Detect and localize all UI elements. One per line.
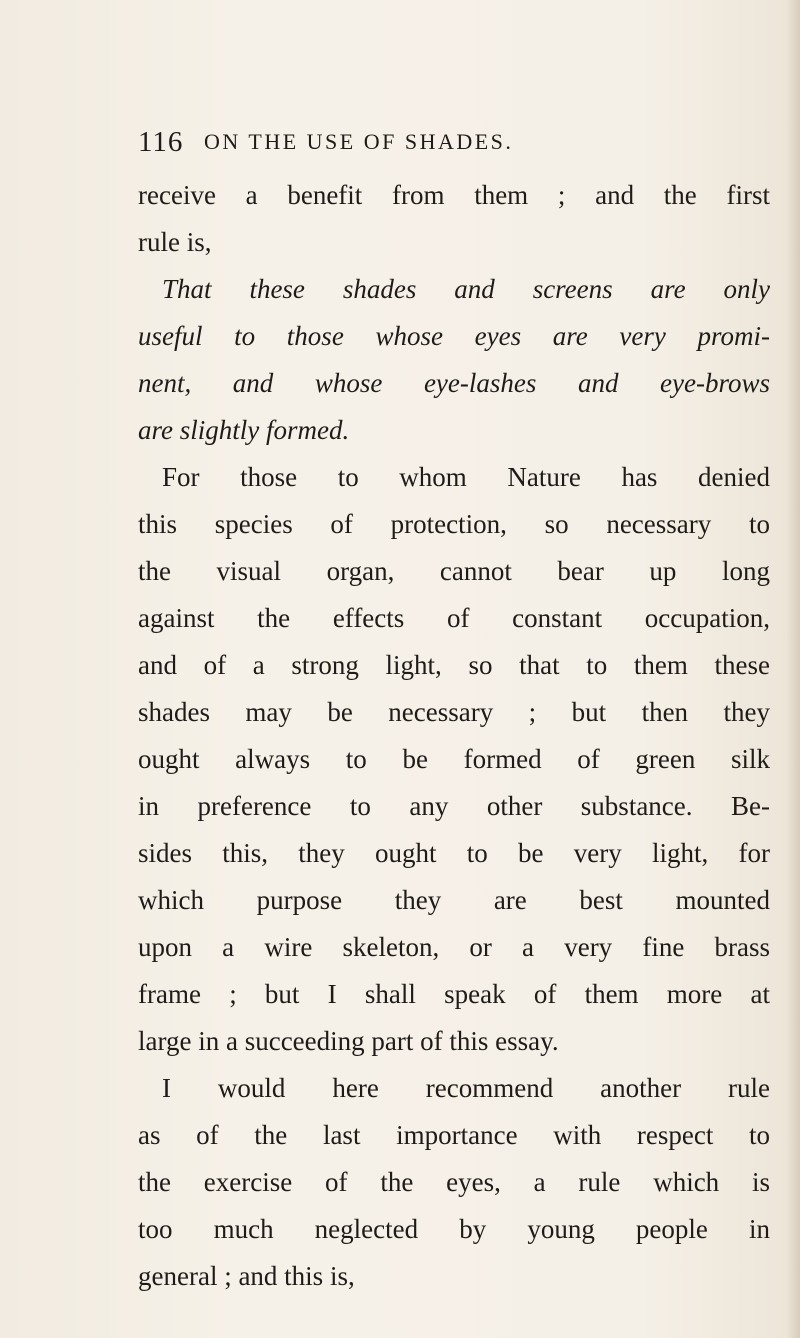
text-line: and of a strong light, so that to them these xyxy=(138,650,770,680)
text-line: rule is, xyxy=(138,227,212,257)
text-line: the visual organ, cannot bear up long xyxy=(138,556,770,586)
text-line: shades may be necessary ; but then they xyxy=(138,697,770,727)
text-line: upon a wire skeleton, or a very fine brass xyxy=(138,932,770,962)
text-line: the exercise of the eyes, a rule which is xyxy=(138,1167,770,1197)
text-line: receive a benefit from them ; and the first xyxy=(138,180,770,210)
page-edge-shadow xyxy=(786,0,800,1338)
body-text xyxy=(138,172,770,1300)
text-line: I would here recommend another rule xyxy=(162,1073,770,1103)
text-line: For those to whom Nature has denied xyxy=(162,462,770,492)
text-line: frame ; but I shall speak of them more at xyxy=(138,979,770,1009)
rule-text-line: useful to those whose eyes are very promi- xyxy=(138,321,770,351)
rule-text-line: That these shades and screens are only xyxy=(162,274,770,304)
rule-text-line: nent, and whose eye-lashes and eye-brows xyxy=(138,368,770,398)
running-head: ON THE USE OF SHADES. xyxy=(204,129,514,154)
text-line: too much neglected by young people in xyxy=(138,1214,770,1244)
rule-text-line: are slightly formed. xyxy=(138,415,350,445)
page-number: 116 xyxy=(138,126,184,158)
text-line: sides this, they ought to be very light, for xyxy=(138,838,770,868)
text-line: this species of protection, so necessary to xyxy=(138,509,770,539)
text-line: ought always to be formed of green silk xyxy=(138,744,770,774)
text-line: in preference to any other substance. Be- xyxy=(138,791,770,821)
text-line: which purpose they are best mounted xyxy=(138,885,770,915)
page-header xyxy=(138,122,778,162)
text-line: as of the last importance with respect to xyxy=(138,1120,770,1150)
text-line: general ; and this is, xyxy=(138,1261,355,1291)
text-line: large in a succeeding part of this essay. xyxy=(138,1026,559,1056)
text-line: against the effects of constant occupation, xyxy=(138,603,770,633)
